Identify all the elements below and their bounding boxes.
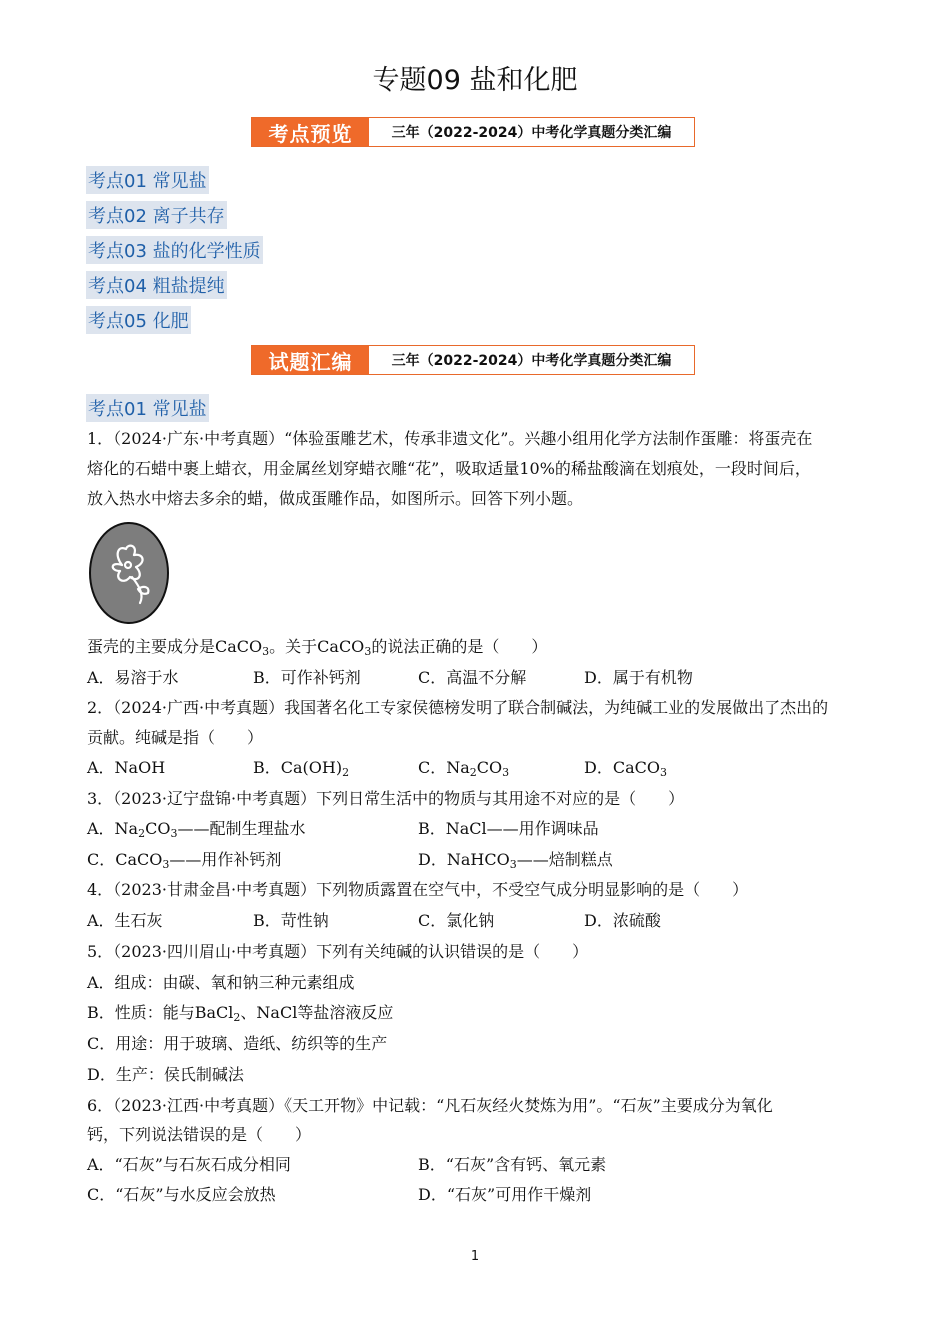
q1-option-d: D．属于有机物 [584,668,693,687]
preview-tag: 考点预览 [252,118,369,146]
q2-option-b: B．$Ca(OH)_2$ [253,758,350,779]
toc-link-5[interactable]: 考点05 化肥 [86,306,191,334]
q1-line-1: 1．（2024·广东·中考真题）“体验蛋雕艺术，传承非遗文化”。兴趣小组用化学方法制作蛋雕：将蛋壳在 [87,429,813,448]
toc-link-4[interactable]: 考点04 粗盐提纯 [86,271,227,299]
egg-carving-image [88,521,170,625]
q1-option-c: C．高温不分解 [418,668,527,687]
collection-tag: 试题汇编 [252,346,369,374]
q6-line-2: 钙，下列说法错误的是（ ） [87,1125,312,1144]
q4-option-b: B．苛性钠 [253,911,329,930]
q1-option-b: B．可作补钙剂 [253,668,361,687]
q1-option-a: A．易溶于水 [87,668,179,687]
banner-subtitle: 三年（2022-2024）中考化学真题分类汇编 [391,353,672,369]
q5-option-c: C．用途：用于玻璃、造纸、纺织等的生产 [87,1034,388,1053]
q6-option-c: C．“石灰”与水反应会放热 [87,1185,276,1204]
q3-option-c: C．CaCO$_3$——用作补钙剂 [87,850,282,871]
q2-option-d: D．CaCO$_3$ [584,758,667,779]
q6-line-1: 6．（2023·江西·中考真题）《天工开物》中记载：“凡石灰经火焚炼为用”。“石灰”主要成分为氧化 [87,1096,773,1115]
q4-stem: 4．（2023·甘肃金昌·中考真题）下列物质露置在空气中，不受空气成分明显影响的是（ ） [87,880,749,899]
preview-banner [251,117,695,147]
q1-line-2: 熔化的石蜡中裹上蜡衣，用金属丝划穿蜡衣雕“花”，吸取适量10%的稀盐酸滴在划痕处，一段时间后， [87,459,811,478]
q4-option-d: D．浓硫酸 [584,911,661,930]
q6-option-d: D．“石灰”可用作干燥剂 [418,1185,592,1204]
q4-option-a: A．生石灰 [87,911,163,930]
toc-link-2[interactable]: 考点02 离子共存 [86,201,227,229]
q2-line-1: 2．（2024·广西·中考真题）我国著名化工专家侯德榜发明了联合制碱法，为纯碱工业的发展做出了杰出的 [87,698,829,717]
q5-option-a: A．组成：由碳、氧和钠三种元素组成 [87,973,355,992]
q4-option-c: C．氯化钠 [418,911,495,930]
section-heading: 考点01 常见盐 [86,394,209,422]
q3-option-b: B．NaCl——用作调味品 [418,819,599,838]
collection-banner [251,345,695,375]
toc-link-1[interactable]: 考点01 常见盐 [86,166,209,194]
toc-link-3[interactable]: 考点03 盐的化学性质 [86,236,263,264]
q3-option-a: A．$Na_2CO_3——$配制生理盐水 [87,819,306,840]
page-number: 1 [470,1249,480,1264]
q2-line-2: 贡献。纯碱是指（ ） [87,728,264,747]
q1-line-3: 放入热水中熔去多余的蜡，做成蛋雕作品，如图所示。回答下列小题。 [87,489,584,508]
q1-stem: 蛋壳的主要成分是CaCO$_3$。关于CaCO$_3$的说法正确的是（ ） [87,637,548,658]
q5-stem: 5．（2023·四川眉山·中考真题）下列有关纯碱的认识错误的是（ ） [87,942,589,961]
banner-subtitle: 三年（2022-2024）中考化学真题分类汇编 [391,125,672,141]
q3-option-d: D．NaHCO$_3$——焙制糕点 [418,850,613,871]
q6-option-a: A．“石灰”与石灰石成分相同 [87,1155,291,1174]
q3-stem: 3．（2023·辽宁盘锦·中考真题）下列日常生活中的物质与其用途不对应的是（ ） [87,789,685,808]
page-title: 专题09 盐和化肥 [372,65,578,96]
q2-option-a: A．NaOH [87,758,166,777]
q2-option-c: C．$Na_2CO_3$ [418,758,510,779]
q6-option-b: B．“石灰”含有钙、氧元素 [418,1155,607,1174]
q5-option-b: B．性质：能与BaCl$_2$、NaCl等盐溶液反应 [87,1003,394,1024]
q5-option-d: D．生产：侯氏制碱法 [87,1065,244,1084]
